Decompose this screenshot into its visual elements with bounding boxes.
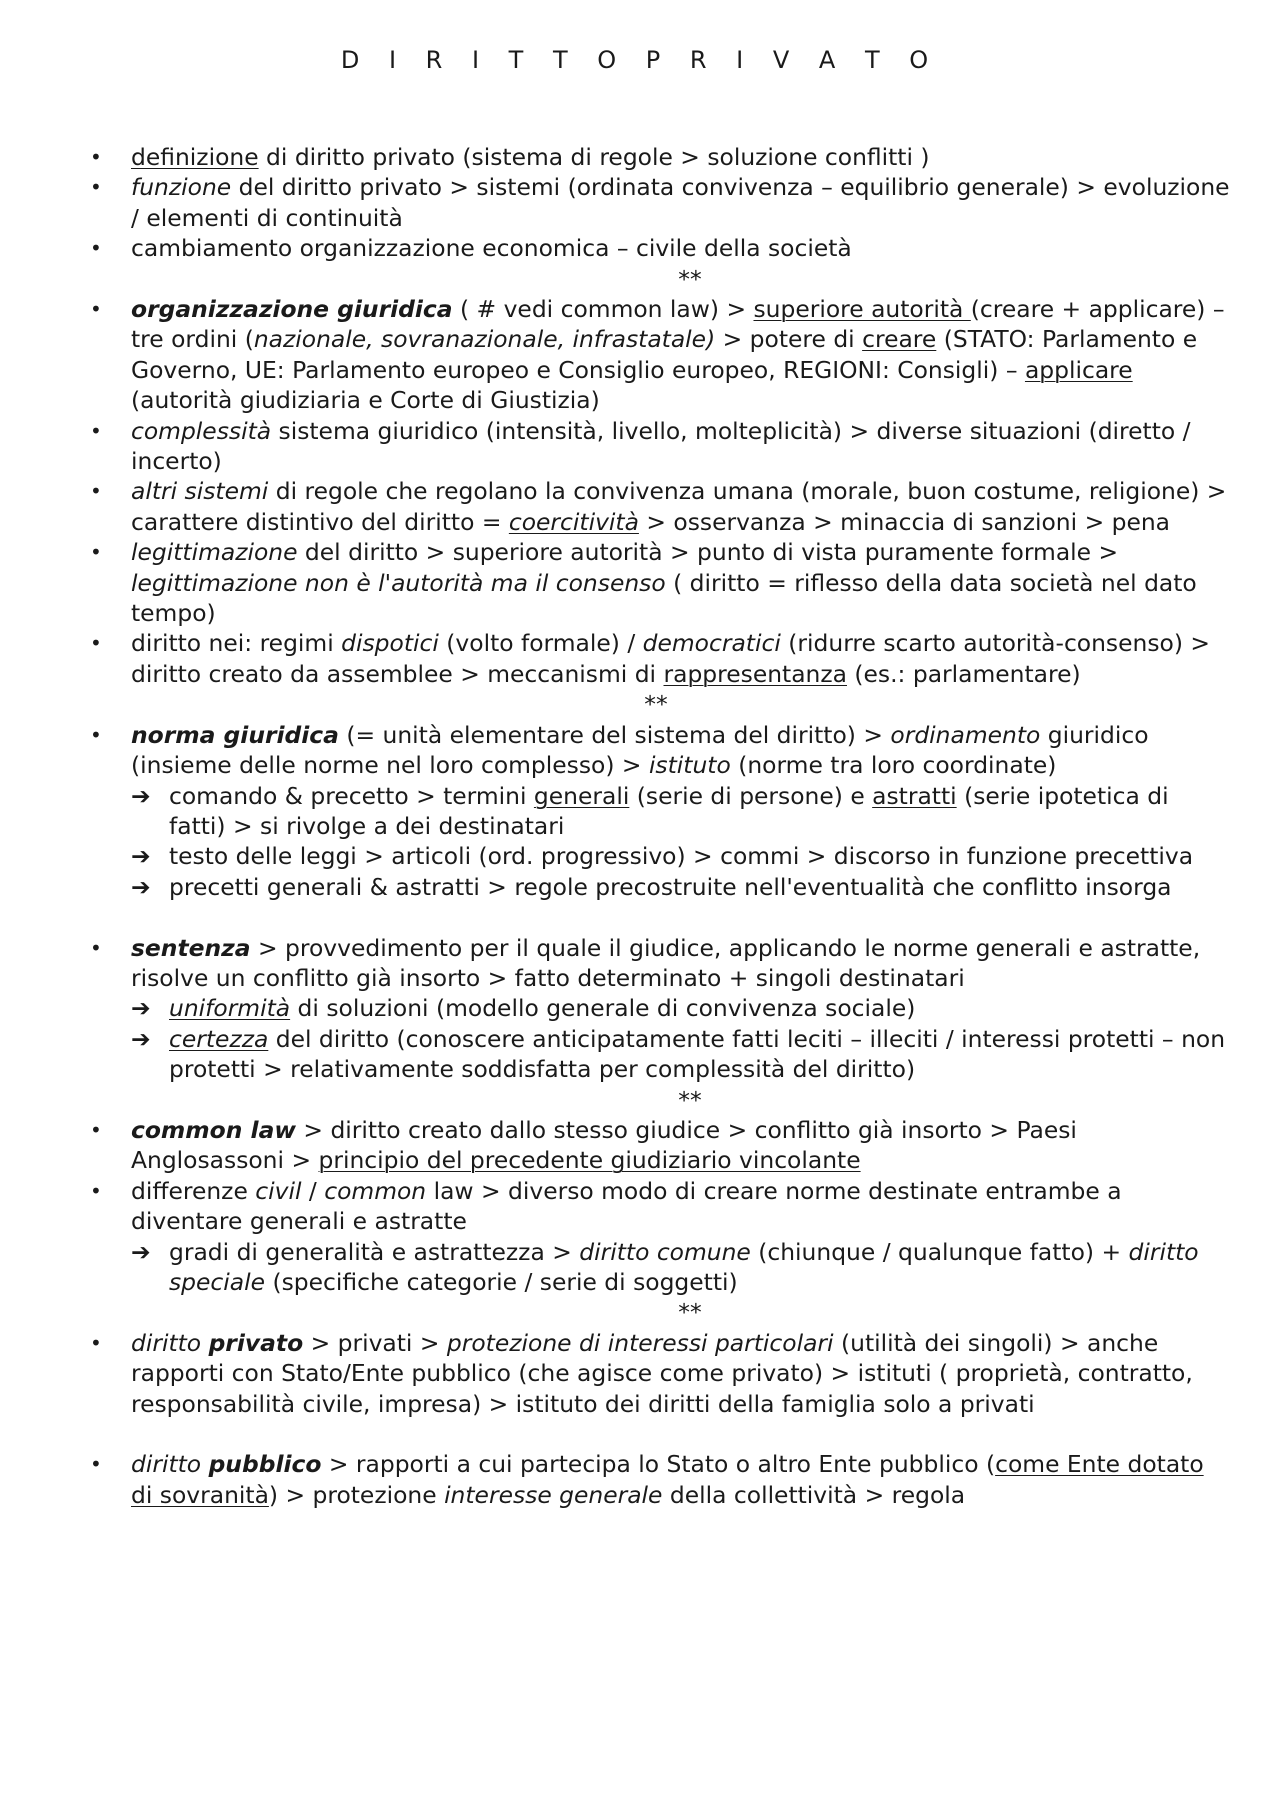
bullet-list [90,933,1230,1085]
bullet-list [90,294,1230,689]
bullet-organizzazione-giuridica: • organizzazione giuridica ( # vedi common law) > superiore autorità (creare + applicare) – tre ordini (nazionale, sovranazionale, infrastatale) > potere di creare (STATO: Parlamento e Governo, UE: Parlamento europeo e Consiglio europeo, REGIONI: Consigli) – applicare (autorità giudiziaria e Corte di Giustizia) [90,294,1230,416]
sub-list [131,781,1230,903]
arrow-icon: ➔ [131,842,151,871]
sub-item-gradi: ➔ gradi di generalità e astrattezza > diritto comune (chiunque / qualunque fatto) + diritto speciale (specifiche categorie / serie di soggetti) [131,1237,1199,1296]
sub-list [131,993,1230,1084]
bullet-list [90,720,1230,902]
bullet-list [90,1115,1230,1297]
bullet-cambiamento: • cambiamento organizzazione economica – civile della società [90,233,1230,263]
page-title: D I R I T T O P R I V A T O [340,46,940,74]
sub-list [131,1237,1230,1298]
arrow-icon: ➔ [131,872,151,901]
blank-line [90,902,1230,932]
notes-body [90,142,1230,1510]
arrow-icon: ➔ [131,1024,151,1053]
bullet-norma-giuridica: • norma giuridica (= unità elementare del sistema del diritto) > ordinamento giuridico (insieme delle norme nel loro complesso) > istituto (norme tra loro coordinate) ➔ comando & precetto > termini generali (serie di persone) e astratti (serie ipotetica di fatti) > si rivolge a dei destinatari ➔ testo delle leggi > articoli (ord. progressivo) > commi > discorso in funzione precettiva ➔ precetti generali & astratti > regole precostruite nell'eventualità che conflitto insorga [90,720,1230,902]
sub-item-uniformita: ➔ uniformità di soluzioni (modello generale di convivenza sociale) [131,994,916,1023]
bullet-diritto-privato: • diritto privato > privati > protezione di interessi particolari (utilità dei singoli) > anche rapporti con Stato/Ente pubblico (che agisce come privato) > istituti ( proprietà, contratto, responsabilità civile, impresa) > istituto dei diritti della famiglia solo a privati [90,1328,1230,1419]
arrow-icon: ➔ [131,781,151,810]
sub-item-certezza: ➔ certezza del diritto (conoscere anticipatamente fatti leciti – illeciti / interessi protetti – non protetti > relativamente soddisfatta per complessità del diritto) [131,1024,1226,1084]
bullet-legittimazione: • legittimazione del diritto > superiore autorità > punto di vista puramente formale > legittimazione non è l'autorità ma il consenso ( diritto = riflesso della data società nel dato tempo) [90,537,1230,628]
bullet-sentenza: • sentenza > provvedimento per il quale il giudice, applicando le norme generali e astratte, risolve un conflitto già insorto > fatto determinato + singoli destinatari ➔ uniformità di soluzioni (modello generale di convivenza sociale) ➔ certezza del diritto (conoscere anticipatamente fatti leciti – illeciti / interessi protetti – non protetti > relativamente soddisfatta per complessità del diritto) [90,933,1230,1085]
bullet-differenze: • differenze civil / common law > diverso modo di creare norme destinate entrambe a diventare generali e astratte ➔ gradi di generalità e astrattezza > diritto comune (chiunque / qualunque fatto) + diritto speciale (specifiche categorie / serie di soggetti) [90,1176,1230,1298]
blank-line [90,1419,1230,1449]
bullet-definizione: • definizione di diritto privato (sistema di regole > soluzione conflitti ) [90,142,1230,172]
bullet-list [90,142,1230,264]
section-separator: ** [678,264,702,293]
sub-item-comando: ➔ comando & precetto > termini generali (serie di persone) e astratti (serie ipotetica di fatti) > si rivolge a dei destinatari [131,781,1169,840]
bullet-altri-sistemi: • altri sistemi di regole che regolano la convivenza umana (morale, buon costume, religione) > carattere distintivo del diritto = coercitività > osservanza > minaccia di sanzioni > pena [90,476,1230,537]
bullet-list [90,1449,1230,1510]
bullet-diritto-pubblico: • diritto pubblico > rapporti a cui partecipa lo Stato o altro Ente pubblico (come Ente dotato di sovranità) > protezione interesse generale della collettività > regola [90,1449,1230,1510]
sub-item-testo-leggi: ➔ testo delle leggi > articoli (ord. progressivo) > commi > discorso in funzione precettiva [131,842,1194,871]
bullet-complessita: • complessità sistema giuridico (intensità, livello, molteplicità) > diverse situazioni (diretto / incerto) [90,416,1230,477]
bullet-funzione: • funzione del diritto privato > sistemi (ordinata convivenza – equilibrio generale) > evoluzione / elementi di continuità [90,172,1230,233]
section-separator: ** [644,690,668,719]
bullet-list [90,1328,1230,1419]
bullet-regimi: • diritto nei: regimi dispotici (volto formale) / democratici (ridurre scarto autorità-consenso) > diritto creato da assemblee > meccanismi di rappresentanza (es.: parlamentare) [90,628,1230,689]
section-separator: ** [678,1298,702,1327]
bullet-common-law: • common law > diritto creato dallo stesso giudice > conflitto già insorto > Paesi Anglosassoni > principio del precedente giudiziario vincolante [90,1115,1230,1176]
arrow-icon: ➔ [131,994,151,1023]
section-separator: ** [678,1085,702,1114]
sub-item-precetti: ➔ precetti generali & astratti > regole precostruite nell'eventualità che conflitto insorga [131,872,1172,901]
arrow-icon: ➔ [131,1237,151,1266]
